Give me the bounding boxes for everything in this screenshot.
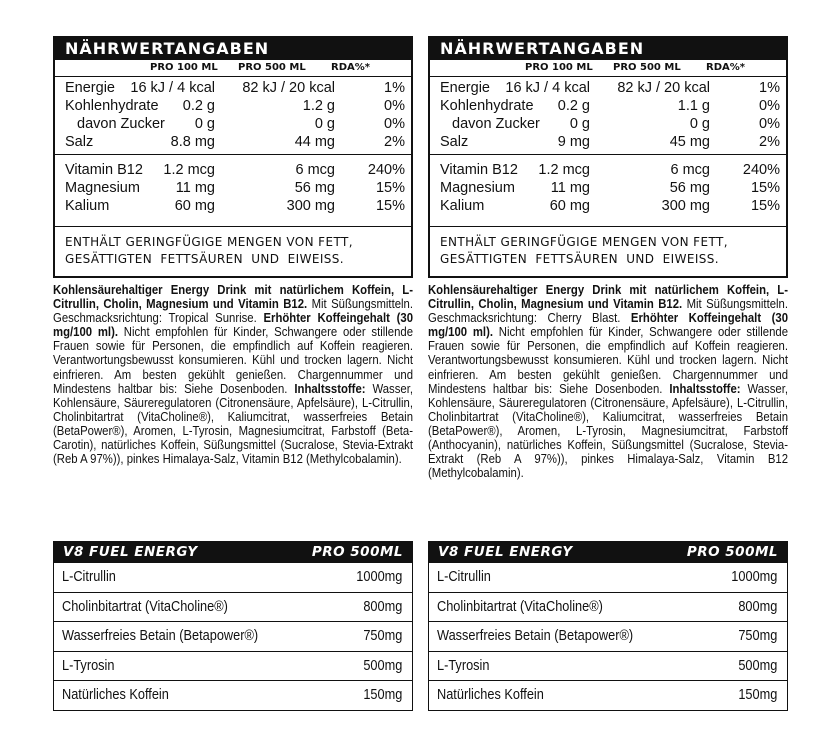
note-line-1: ENTHÄLT GERINGFÜGIGE MENGEN VON FETT, [440, 235, 728, 249]
table-row [429, 621, 787, 651]
nutrition-subheader [55, 60, 411, 77]
nutrition-subheader [430, 60, 786, 77]
description-right [428, 283, 788, 481]
note-line-2: GESÄTTIGTEN FETTSÄUREN UND EIWEISS. [440, 252, 720, 266]
value-100ml: 60 mg [549, 198, 590, 214]
value-rda: 15% [750, 198, 780, 214]
nutrition-row-kalium [430, 196, 786, 216]
nutrient-name: Vitamin B12 [65, 162, 143, 178]
nutrient-name: davon Zucker [77, 116, 165, 132]
nutrition-row-kohlenhydrate [430, 96, 786, 116]
col-rda: RDA%* [331, 62, 370, 73]
nutrient-name: Kohlenhydrate [440, 98, 534, 114]
nutrient-name: Kalium [440, 198, 485, 214]
fuel-table-header [53, 541, 413, 563]
value-100ml: 1.2 mcg [538, 162, 590, 178]
table-row [54, 680, 412, 710]
usage-text: Nicht empfohlen für Kinder, Schwangere oder stillende Frauen sowie für Personen, die empfindlich auf Koffein reagieren. Verantwortungsbewusst konsumieren. Kühl und trocken lagern. Nicht einfrieren. Am besten gekühlt genießen. Chargennummer und Mindestens haltbar bis: Siehe Dosenboden. [53, 325, 413, 396]
nutrient-name: Vitamin B12 [440, 162, 518, 178]
nutrition-row-magnesium [430, 178, 786, 198]
value-500ml: 56 mg [669, 180, 710, 196]
value-rda: 240% [742, 162, 780, 178]
caffeine-warning: Erhöhter Koffeingehalt (30 mg/100 ml). [53, 311, 413, 340]
nutrition-title: NÄHRWERTANGABEN [55, 38, 411, 60]
value-100ml: 1.2 mcg [163, 162, 215, 178]
caffeine-warning: Erhöhter Koffeingehalt (30 mg/100 ml). [428, 311, 788, 340]
nutrition-row-zucker [55, 114, 411, 134]
flavor-text: Mit Süßungsmitteln. Geschmacksrichtung: Tropical Sunrise. [53, 297, 413, 326]
ingredient-amount: 150mg [737, 687, 777, 703]
value-500ml: 1.2 g [302, 98, 335, 114]
description-left [53, 283, 413, 467]
flavor-text: Mit Süßungsmitteln. Geschmacksrichtung: Cherry Blast. [428, 297, 788, 326]
ingredient-amount: 500mg [362, 657, 402, 674]
ingredients-heading: Inhaltsstoffe: [669, 381, 741, 396]
ingredient-name: L-Tyrosin [62, 657, 115, 674]
table-row [429, 651, 787, 681]
ingredient-name: L-Citrullin [62, 569, 116, 585]
ingredient-amount: 1000mg [730, 569, 777, 585]
nutrition-panel-right [428, 36, 788, 278]
nutrient-name: Magnesium [440, 180, 515, 196]
nutrient-name: Salz [440, 134, 469, 150]
ingredients-text: Wasser, Kohlensäure, Säureregulatoren (Citronensäure, Apfelsäure), L-Citrullin, Cholinbitartrat (VitaCholine®), Kaliumcitrat, wasserfreies Betain (BetaPower®), Aromen, L-Tyrosin, Magnesiumcitrat, Farbstoff (Beta-Carotin), natürliches Koffein, Süßungsmittel (Sucralose, Stevia-Extrakt (Reb A 97%)), pinkes Himalaya-Salz, Vitamin B12 (Methylcobalamin). [53, 381, 413, 467]
value-100ml: 0 g [569, 116, 590, 132]
value-rda: 0% [384, 98, 405, 114]
table-row [429, 563, 787, 592]
ingredient-amount: 500mg [737, 657, 777, 674]
divider [55, 154, 411, 155]
ingredient-name: Natürliches Koffein [437, 687, 544, 703]
note-line-2: GESÄTTIGTEN FETTSÄUREN UND EIWEISS. [65, 252, 345, 266]
col-per-100ml: PRO 100 ML [525, 62, 593, 73]
col-per-500ml: PRO 500 ML [613, 62, 681, 73]
value-rda: 2% [384, 134, 405, 150]
ingredient-name: Natürliches Koffein [62, 687, 169, 703]
nutrient-name: Magnesium [65, 180, 140, 196]
col-per-100ml: PRO 100 ML [150, 62, 218, 73]
table-row [429, 592, 787, 622]
nutrition-row-kalium [55, 196, 411, 216]
table-row [54, 651, 412, 681]
nutrition-row-vitamin-b12 [55, 160, 411, 180]
fuel-per: PRO 500ML [686, 544, 778, 560]
value-100ml: 16 kJ / 4 kcal [130, 80, 215, 96]
value-100ml: 0 g [194, 116, 215, 132]
nutrient-name: Salz [65, 134, 94, 150]
fuel-table-body [428, 563, 788, 711]
nutrition-panel-left [53, 36, 413, 278]
nutrient-name: davon Zucker [452, 116, 540, 132]
nutrient-name: Energie [65, 80, 115, 96]
col-rda: RDA%* [706, 62, 745, 73]
nutrition-row-zucker [430, 114, 786, 134]
value-rda: 15% [375, 180, 405, 196]
nutrition-title: NÄHRWERTANGABEN [430, 38, 786, 60]
value-500ml: 0 g [314, 116, 335, 132]
ingredient-name: Wasserfreies Betain (Betapower®) [62, 628, 259, 644]
divider [430, 154, 786, 155]
value-500ml: 82 kJ / 20 kcal [617, 80, 710, 96]
value-rda: 2% [759, 134, 780, 150]
value-500ml: 0 g [689, 116, 710, 132]
ingredients-heading: Inhaltsstoffe: [294, 381, 366, 396]
value-rda: 1% [759, 80, 780, 96]
ingredient-name: Wasserfreies Betain (Betapower®) [437, 628, 634, 644]
product-claim: Kohlensäurehaltiger Energy Drink mit natürlichem Koffein, L-Citrullin, Cholin, Magnesium und Vitamin B12. [53, 283, 413, 312]
ingredient-amount: 750mg [737, 628, 777, 644]
table-row [54, 563, 412, 592]
value-rda: 0% [759, 116, 780, 132]
value-100ml: 8.8 mg [170, 134, 215, 150]
ingredient-amount: 150mg [362, 687, 402, 703]
fuel-title: V8 FUEL ENERGY [63, 544, 198, 560]
value-100ml: 16 kJ / 4 kcal [505, 80, 590, 96]
value-500ml: 6 mcg [670, 162, 710, 178]
nutrition-row-vitamin-b12 [430, 160, 786, 180]
value-100ml: 0.2 g [557, 98, 590, 114]
table-row [54, 621, 412, 651]
fuel-table-header [428, 541, 788, 563]
ingredient-name: L-Tyrosin [437, 657, 490, 674]
nutrition-row-kohlenhydrate [55, 96, 411, 116]
value-rda: 0% [759, 98, 780, 114]
fuel-per: PRO 500ML [311, 544, 403, 560]
value-500ml: 300 mg [661, 198, 710, 214]
value-rda: 0% [384, 116, 405, 132]
value-100ml: 9 mg [557, 134, 590, 150]
value-500ml: 56 mg [294, 180, 335, 196]
nutrition-row-salz [55, 132, 411, 152]
ingredient-amount: 800mg [362, 598, 402, 615]
fuel-table-body [53, 563, 413, 711]
nutrition-note [65, 234, 405, 268]
value-500ml: 44 mg [294, 134, 335, 150]
usage-text: Nicht empfohlen für Kinder, Schwangere oder stillende Frauen sowie für Personen, die empfindlich auf Koffein reagieren. Verantwortungsbewusst konsumieren. Kühl und trocken lagern. Nicht einfrieren. Am besten gekühlt genießen. Chargennummer und Mindestens haltbar bis: Siehe Dosenboden. [428, 325, 788, 396]
nutrition-row-magnesium [55, 178, 411, 198]
value-100ml: 0.2 g [182, 98, 215, 114]
table-row [429, 680, 787, 710]
nutrient-name: Kohlenhydrate [65, 98, 159, 114]
ingredients-text: Wasser, Kohlensäure, Säureregulatoren (Citronensäure, Apfelsäure), L-Citrullin, Cholinbitartrat (VitaCholine®), Kaliumcitrat, wasserfreies Betain (BetaPower®), Aromen, L-Tyrosin, Magnesiumcitrat, Farbstoff (Anthocyanin), natürliches Koffein, Süßungsmittel (Sucralose, Stevia-Extrakt (Reb A 97%)), pinkes Himalaya-Salz, Vitamin B12 (Methylcobalamin). [428, 381, 788, 481]
value-500ml: 45 mg [669, 134, 710, 150]
table-row [54, 592, 412, 622]
nutrition-row-salz [430, 132, 786, 152]
fuel-table-left [53, 541, 413, 711]
ingredient-name: L-Citrullin [437, 569, 491, 585]
value-100ml: 60 mg [174, 198, 215, 214]
value-100ml: 11 mg [550, 180, 590, 196]
note-line-1: ENTHÄLT GERINGFÜGIGE MENGEN VON FETT, [65, 235, 353, 249]
value-rda: 15% [750, 180, 780, 196]
nutrition-row-energie [430, 78, 786, 98]
ingredient-name: Cholinbitartrat (VitaCholine®) [62, 598, 228, 615]
value-rda: 1% [384, 80, 405, 96]
value-500ml: 6 mcg [295, 162, 335, 178]
value-500ml: 300 mg [286, 198, 335, 214]
fuel-table-right [428, 541, 788, 711]
value-500ml: 82 kJ / 20 kcal [242, 80, 335, 96]
nutrition-row-energie [55, 78, 411, 98]
value-100ml: 11 mg [175, 180, 215, 196]
ingredient-amount: 750mg [362, 628, 402, 644]
nutrition-note [440, 234, 780, 268]
value-rda: 240% [367, 162, 405, 178]
ingredient-name: Cholinbitartrat (VitaCholine®) [437, 598, 603, 615]
ingredient-amount: 800mg [737, 598, 777, 615]
value-rda: 15% [375, 198, 405, 214]
nutrient-name: Energie [440, 80, 490, 96]
value-500ml: 1.1 g [677, 98, 710, 114]
divider [55, 226, 411, 227]
product-claim: Kohlensäurehaltiger Energy Drink mit natürlichem Koffein, L-Citrullin, Cholin, Magnesium und Vitamin B12. [428, 283, 788, 312]
divider [430, 226, 786, 227]
nutrient-name: Kalium [65, 198, 110, 214]
ingredient-amount: 1000mg [355, 569, 402, 585]
fuel-title: V8 FUEL ENERGY [438, 544, 573, 560]
col-per-500ml: PRO 500 ML [238, 62, 306, 73]
